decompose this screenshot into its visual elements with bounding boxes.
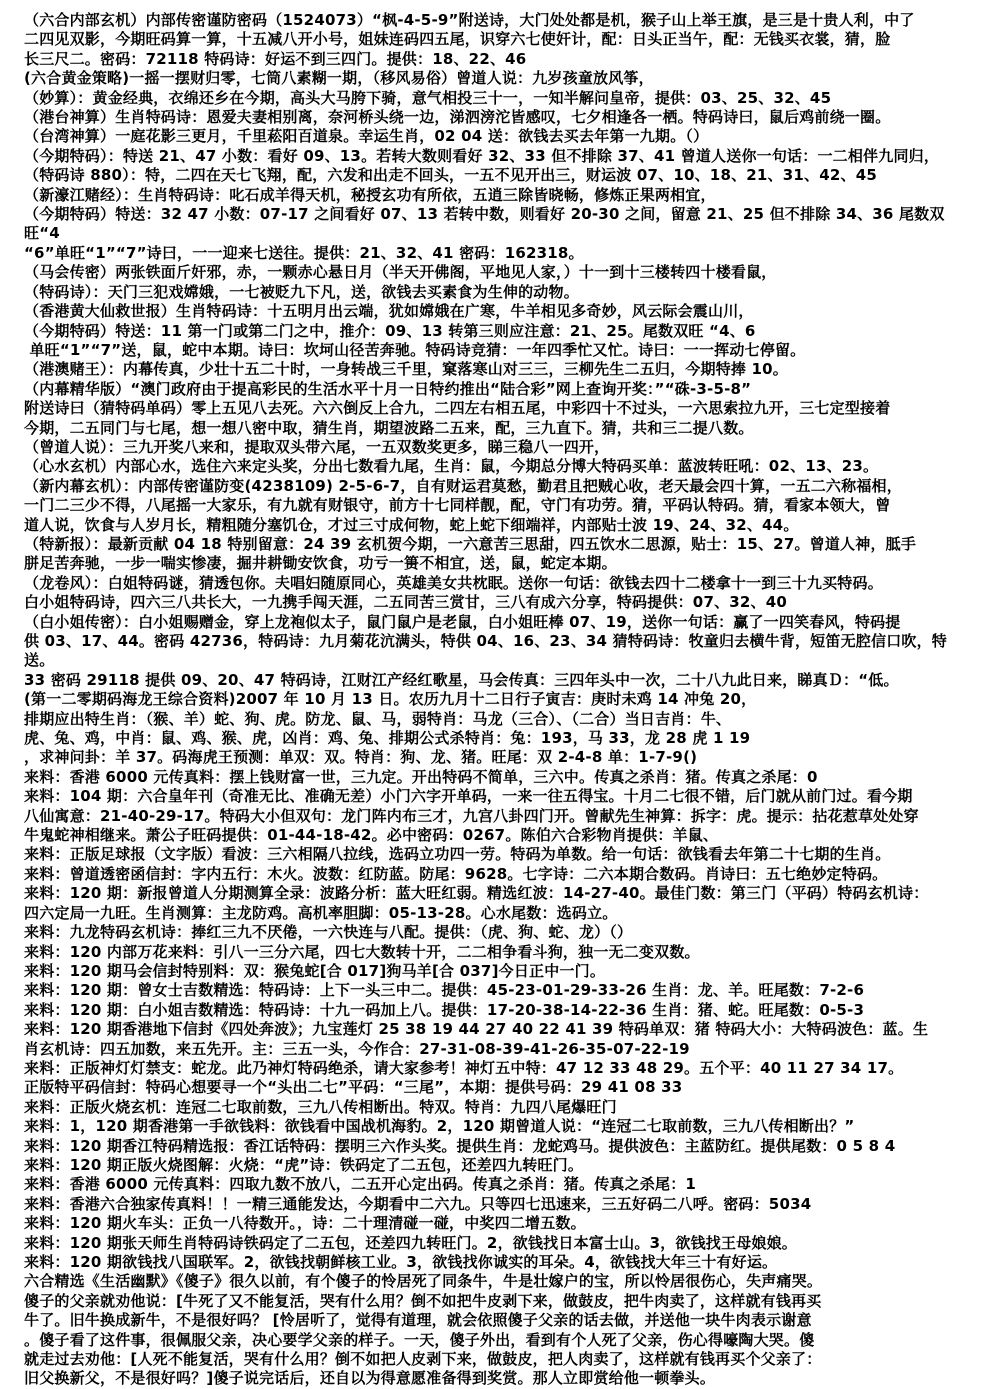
text-line: （六合内部玄机）内部传密谨防密码（1524073）“枫-4-5-9”附送诗，大门处处都是机，猴子山上举王旗，是三是十贵人利，中了 bbox=[24, 11, 915, 29]
text-line: （马会传密）两张铁面斤奸邪，赤，一颗赤心悬日月（半天开佛阁，平地见人家，）十一到十三楼转四十楼看鼠， bbox=[24, 263, 777, 282]
text-line: (六合黄金策略)一摇一摆财归零，七筒八素糊一期，（移风易俗）曾道人说：九岁孩童放风筝， bbox=[24, 69, 654, 88]
text-line: （香港黄大仙救世报）生肖特码诗：十五明月出云端，犹如嫦娥在广寒，牛羊相见多奇妙，风云际会震山川， bbox=[24, 302, 754, 321]
text-line: 四六定局一九旺。生肖测算：主龙防鸡。高机率胆脚：05-13-28。心水尾数：选码立。 bbox=[24, 903, 618, 922]
text-line: 来料：香港 6000 元传真料：摆上钱财富一世，三九定。开出特码不简单，三六中。传真之杀肖：猪。传真之杀尾：0 bbox=[24, 767, 818, 786]
text-line: 来料：120 期正版火烧图解：火烧：“虎”诗：铁码定了二五包，还差四九转旺门。 bbox=[24, 1155, 584, 1174]
text-line: 一门二三少不得，八尾摇一大家乐，有九就有财银守，前方十七同样靓，配，守门有功劳。猜，平码认特码。猜，看家本领大，曾 bbox=[24, 496, 891, 515]
text-line: 今期，二五同门与七尾，想一想八密中取，猜生肖，期望波路二五来，配，三九直下。猜，共和三二提八数。 bbox=[24, 418, 754, 437]
text-line: （内幕精华版）“澳门政府由于提高彩民的生活水平十月一日特约推出“陆合彩”网上查询开奖：”“硃-3-5-8” bbox=[24, 379, 752, 398]
text-line: 就走过去劝他：[人死不能复活，哭有什么用？倒不如把人皮剥下来，做鼓皮，把人肉卖了，这样就有钱再买个父亲了： bbox=[24, 1350, 822, 1369]
text-line: 来料：120 期香港地下信封《四处奔波》；九宝莲灯 25 38 19 44 27 40 22 41 39 特码单双：猪 特码大小：大特码波色：蓝。生 bbox=[24, 1020, 929, 1039]
text-line: 虎、兔、鸡，中肖：鼠、鸡、猴、虎，凶肖：鸡、兔、排期公式杀特肖：兔：193，马 33，龙 28 虎 1 19 bbox=[24, 729, 751, 748]
text-line: 二四见双影，今期旺码算一算，十五减八开小号，姐妹连码四五尾，识穿六七使奸计，配：日头正当午，配：无钱买衣裳，猜，脸 bbox=[24, 30, 891, 49]
text-line: 来料：120 期火车头：正负一八待数开。，诗：二十理清碰一碰，中奖四二增五数。 bbox=[24, 1214, 586, 1233]
text-line: （今期特码）特送：32 47 小数：07-17 之间看好 07、13 若转中数，则看好 20-30 之间，留意 21、25 但不排除 34、36 尾数双旺“4 bbox=[24, 205, 945, 243]
text-line: 。傻子看了这件事，很佩服父亲，决心要学父亲的样子。一天，傻子外出，看到有个人死了父亲，伤心得嚎陶大哭。傻 bbox=[24, 1330, 815, 1349]
text-line: 供 03、17、44。密码 42736，特码诗：九月菊花沆满头，特供 04、16、23、34 猜特码诗：牧童归去横牛背，短笛无腔信口吹，特送。 bbox=[24, 632, 947, 670]
text-line: （今期特码）特送：11 第一门或第二门之中，推介：09、13 转第三则应注意：21、25。尾数双旺 “4、6 bbox=[24, 321, 756, 340]
text-line: 来料：104 期：六合皇年刊（奇准无比、准确无差）小门六字开单码，一来一往五得宝。十月二七很不错，后门就从前门过。看今期 bbox=[24, 787, 913, 806]
text-line: 白小姐特码诗，四六三八共长大，一九携手闯天涯，二五同苦三赏甘，三八有成六分享，特码提供：07、32、40 bbox=[24, 593, 788, 612]
text-line: 来料：香港六合独家传真料！！一精三通能发达，今期看中二六九。只等四七迅速来，三五好码二八呼。密码：5034 bbox=[24, 1194, 812, 1213]
text-line: （今期特码）：特送 21、47 小数：看好 09、13。若转大数则看好 32、33 但不排除 37、41 曾道人送你一句话：一二相伴九同归， bbox=[24, 146, 940, 165]
text-line: （特码诗 880）：特，二四在天七飞翔，配，六发和出走不回头，一五不见开出三，财运波 07、10、18、21、31、42、45 bbox=[24, 166, 877, 185]
text-line: 六合精选《生活幽默》《傻子》很久以前，有个傻子的怜居死了同条牛，牛是壮嫁户的宝，所以怜居很伤心，失声痛哭。 bbox=[24, 1272, 823, 1291]
text-line: 来料：120 期欲钱找八国联军。2，欲钱找朝鲜核工业。3，欲钱找你诚实的耳朵。4，欲钱找大年三十有好运。 bbox=[24, 1253, 778, 1271]
text-line: 来料：曾道透密函信封：字内五行：木火。波数：红防蓝。防尾：9628。七字诗：二六本期合数码。肖诗曰：五七绝妙定特码。 bbox=[24, 864, 888, 883]
text-line: （妙算）：黄金经典，衣绵还乡在今期，高头大马胯下骑，意气相投三十一，一知半解问皇帝，提供：03、25、32、45 bbox=[24, 88, 832, 107]
text-line: 来料：120 内部万花来料：引八一三分六尾，四七大数转十开，二二相争看斗狗，独一无二变双数。 bbox=[24, 942, 700, 961]
text-line: 来料：正版火烧玄机：连冠二七取前数，三九八传相断出。特双。特肖：九四八尾爆旺门 bbox=[24, 1097, 617, 1116]
text-line: 33 密码 29118 提供 09、20、47 特码诗，江财江产经红歌星，马会传真：三四年头中一次，二十八九此日来，睇真Ｄ：“低。 bbox=[24, 670, 899, 689]
text-line: 附送诗曰（猜特码单码）零上五见八去死。六六倒反上合九，二四左右相五尾，中彩四十不过头，一六思索拉九开，三七定型接着 bbox=[24, 399, 891, 418]
text-line: “6”单旺“1”“7”诗曰，一一迎来七送往。提供：21、32、41 密码：162318。 bbox=[24, 243, 584, 262]
text-line: (第一二零期码海龙王综合资料)2007 年 10 月 13 日。农历九月十二日行子寅吉：庚时未鸡 14 冲兔 20， bbox=[24, 690, 757, 709]
text-line: 来料：120 期：曾女士吉数精选：特码诗：上下一头三中二。提供：45-23-01-29-33-26 生肖：龙、羊。旺尾数：7-2-6 bbox=[24, 981, 865, 1000]
text-line: （特新报）：最新贡献 04 18 特别留意：24 39 玄机贺今期，一六意苦三思甜，四五饮水二思源，贴士：15、27。曾道人神，胝手 bbox=[24, 534, 917, 553]
text-line: 来料：1，120 期香港第一手欲钱料：欲钱看中国战机海豹。2，120 期曾道人说：“连冠二七取前数，三九八传相断出？” bbox=[24, 1117, 855, 1136]
text-line: 旧父换新父，不是很好吗？]傻子说完话后，还自以为得意愿准备得到奖赏。那人立即赏给他一顿拳头。 bbox=[24, 1369, 716, 1388]
text-line: 傻子的父亲就劝他说：[牛死了又不能复活，哭有什么用？倒不如把牛皮剥下来，做鼓皮，把牛肉卖了，这样就有钱再买 bbox=[24, 1291, 822, 1310]
text-line: 肖玄机诗：四五加数，来五先开。主：三五一头，今作合：27-31-08-39-41-26-35-07-22-19 bbox=[24, 1039, 690, 1058]
text-line: 来料：正版神灯灯禁支：蛇龙。此乃神灯特码绝杀，请大家参考！神灯五中特：47 12 33 48 29。五个平：40 11 27 34 17。 bbox=[24, 1058, 904, 1077]
text-line: 来料：120 期马会信封特别料：双：猴兔蛇[合 017]狗马羊[合 037]今日正中一门。 bbox=[24, 961, 606, 980]
text-line: （港台神算）生肖特码诗：恩爱夫妻相别离，奈河桥头绕一边，涕泗滂沱皆感叹，七夕相逢各一栖。特码诗曰，鼠后鸡前绕一圈。 bbox=[24, 108, 891, 127]
text-line: （台湾神算）一庭花影三更月，千里菘阳百道泉。幸运生肖，02 04 送：欲钱去买去年第一九期。（） bbox=[24, 127, 709, 146]
text-line: 来料：120 期香江特码精选报：香江话特码：摆明三六作头奖。提供生肖：龙蛇鸡马。提供波色：主蓝防红。提供尾数：0 5 8 4 bbox=[24, 1136, 896, 1155]
text-line: （龙卷风）：白姐特码谜，猜透包你。夫唱妇随原同心，英雄美女共枕眠。送你一句话：欲钱去四十二楼拿十一到三十九买特码。 bbox=[24, 573, 883, 592]
text-line: 道人说，饮食与人岁月长，精粗随分塞饥仓，才过三寸成何物，蛇上蛇下细端祥，内部贴士波 19、24、32、44。 bbox=[24, 515, 799, 534]
text-line: 来料：正版足球报（文字版）看波：三六相隔八拉线，选码立功四一劳。特码为单数。给一句话：欲钱看去年第二十七期的生肖。 bbox=[24, 845, 891, 864]
text-line: （新濠江赌经）：生肖特码诗：叱石成羊得天机，秘授玄功有所依，五逍三除皆晓畅，修炼正果两相宜， bbox=[24, 185, 716, 204]
text-line: （港澳赌王）：内幕传真，少壮十五二十时，一身转战三千里，窠落寒山对三三，三柳先生二五归，今期特捧 10。 bbox=[24, 360, 789, 379]
text-line: 排期应出特生肖：（猴、羊）蛇、狗、虎。防龙、鼠、马，弱特肖：马龙（三合）、（二合）当日吉肖：牛、 bbox=[24, 709, 732, 728]
text-line: （特码诗）：天门三犯戏嫦娥，一七被贬九下凡，送，欲钱去买素食为生伸的动物。 bbox=[24, 282, 579, 301]
text-line: 来料：120 期：新报曾道人分期测算全录：波路分析：蓝大旺红弱。精选红波：14-27-40。最佳门数：第三门（平码）特码玄机诗： bbox=[24, 884, 929, 903]
text-line: 牛鬼蛇神相继来。萧公子旺码提供：01-44-18-42。必中密码：0267。陈伯六合彩物肖提供：羊鼠、 bbox=[24, 826, 719, 845]
text-line: （白小姐传密）：白小姐赐赠金，穿上龙袍似太子，鼠门鼠户是老鼠，白小姐旺棒 07、19，送你一句话：赢了一四笑春风，特码提 bbox=[24, 612, 901, 631]
text-line: 来料：九龙特码玄机诗：捧红三九不厌倦，一六快连与八配。提供：（虎、狗、蛇、龙）（） bbox=[24, 923, 633, 942]
text-line: 牛了。旧牛换成新牛，不是很好吗？ [怜居听了，觉得有道理，就会依照傻子父亲的话去做，并送他一块牛肉表示谢意 bbox=[24, 1311, 812, 1330]
text-line: 单旺“1”“7”送，鼠，蛇中本期。诗曰：坎坷山径苦奔驰。特码诗竞猜：一年四季忙又忙。诗曰：一一挥动七停留。 bbox=[24, 340, 806, 359]
text-line: 八仙寓意：21-40-29-17。特码大小但双句：龙门阵内布三才，九宫八卦四门开。曾献先生神算：拆字：虎。提示：拈花惹草处处穿 bbox=[24, 806, 919, 825]
text-line: 长三尺二。密码：72118 特码诗：好运不到三四门。提供：18、22、46 bbox=[24, 49, 527, 68]
text-line: （曾道人说）：三九开奖八来和，提取双头带六尾，一五双数奖更多，睇三稳八一四开， bbox=[24, 437, 610, 456]
text-line: （新内幕玄机）：内部传密谨防变(4238109) 2-5-6-7，自有财运君莫愁，勤君且把贼心收，老天最会四十算，一五二六称福相， bbox=[24, 476, 902, 495]
text-line: 胼足苦奔驰，一步一喘实惨凄，掘井耕锄安饮食，功亏一篑不相宜，送，鼠，蛇定本期。 bbox=[24, 554, 617, 573]
text-line: 正版特平码信封：特码心想要寻一个“头出二七”平码：“三尾”，本期：提供号码：29 41 08 33 bbox=[24, 1078, 683, 1097]
text-line: （心水玄机）内部心水，选住六来定头奖，分出七数看九尾，生肖：鼠，今期总分博大特码买单：蓝波转旺吼：02、13、23。 bbox=[24, 457, 879, 476]
text-line: 来料：香港 6000 元传真料：四取九数不放八，二五开心定出码。传真之杀肖：猪。传真之杀尾：1 bbox=[24, 1175, 697, 1194]
text-line: 来料：120 期：白小姐吉数精选：特码诗：十九一码加上八。提供：17-20-38-14-22-36 生肖：猪、蛇。旺尾数：0-5-3 bbox=[24, 1000, 865, 1019]
text-line: ，求神问卦：羊 37。码海虎王预测：单双：双。特肖：狗、龙、猪。旺尾：双 2-4-8 单：1-7-9() bbox=[24, 748, 698, 767]
text-line: 来料：120 期张天师生肖特码诗铁码定了二五包，还差四九转旺门。2，欲钱找日本富士山。3，欲钱找王母娘娘。 bbox=[24, 1233, 798, 1252]
